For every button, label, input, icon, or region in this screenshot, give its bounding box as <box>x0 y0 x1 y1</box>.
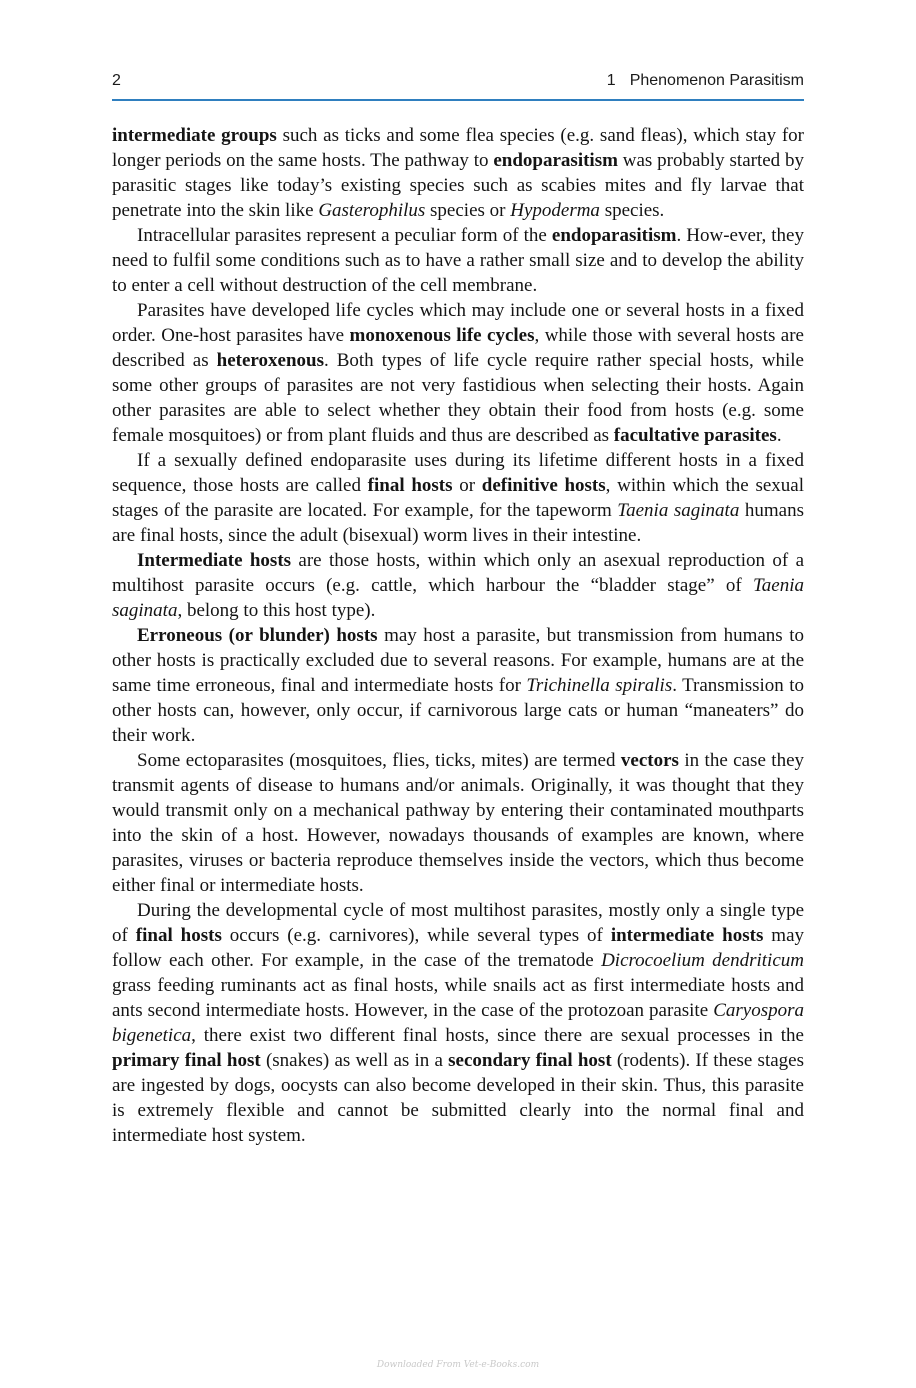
text-run: such as ticks and some flea species (e.g. sand fleas), which stay for longer periods on the same hosts. The pathway to <box>112 125 804 171</box>
bold-term: monoxenous life cycles <box>349 325 535 346</box>
bold-term: endoparasitism <box>493 150 618 171</box>
bold-term: intermediate hosts <box>610 925 764 946</box>
bold-term: facultative parasites <box>613 425 777 446</box>
text-run: . Transmission to other hosts can, however, only occur, if carnivorous large cats or human “maneaters” do their work. <box>112 675 805 746</box>
chapter-title: Phenomenon Parasitism <box>629 72 804 89</box>
bold-term: vectors <box>620 750 679 771</box>
text-run: humans are final hosts, since the adult (bisexual) worm lives in their intestine. <box>112 500 804 546</box>
text-run: , while those with several hosts are described as <box>112 325 804 371</box>
italic-name: Dicrocoelium dendriticum <box>601 950 804 971</box>
italic-name: Trichinella spiralis <box>526 675 673 696</box>
bold-term: intermediate groups <box>112 125 277 146</box>
text-run: was probably started by parasitic stages like today’s existing species such as scabies mites and fly larvae that penetrate into the skin like <box>112 150 804 221</box>
watermark: Downloaded From Vet-e-Books.com <box>376 1360 540 1370</box>
text-run: If a sexually defined endoparasite uses during its lifetime different hosts in a fixed sequence, those hosts are called <box>112 450 804 496</box>
text-run: Intracellular parasites represent a peculiar form of the <box>137 225 552 246</box>
text-run: grass feeding ruminants act as final hosts, while snails act as first intermediate hosts and ants second intermediate hosts. However, in the case of the protozoan parasite <box>112 975 804 1021</box>
text-run: species. <box>599 200 665 221</box>
text-run: in the case they transmit agents of disease to humans and/or animals. Originally, it was thought that they would transmit only on a mechanical pathway by entering their contaminated mouthparts into the skin of a host. However, nowadays thousands of examples are known, where parasites, viruses or bacteria reproduce themselves inside the vectors, which thus become either final or intermediate hosts. <box>112 750 805 896</box>
paragraph <box>112 448 804 548</box>
bold-term: final hosts <box>135 925 222 946</box>
paragraph <box>112 548 804 623</box>
bold-term: final hosts <box>367 475 453 496</box>
text-run: . Both types of life cycle require rather special hosts, while some other groups of parasites are not very fastidious when selecting their hosts. Again other parasites are able to select whether they obtain their food from hosts (e.g. some female mosquitoes) or from plant fluids and thus are described as <box>112 350 804 446</box>
text-run: (snakes) as well as in a <box>260 1050 449 1071</box>
text-run: , belong to this host type). <box>177 600 376 621</box>
paragraph <box>112 748 804 898</box>
paragraph <box>112 623 804 748</box>
bold-term: Erroneous (or blunder) hosts <box>137 625 378 646</box>
text-run: . <box>776 425 782 446</box>
text-run: are those hosts, within which only an asexual reproduction of a multihost parasite occurs (e.g. cattle, which harbour the “bladder stage” of <box>112 550 805 596</box>
text-run: During the developmental cycle of most multihost parasites, mostly only a single type of <box>112 900 804 946</box>
bold-term: Intermediate hosts <box>137 550 292 571</box>
paragraph <box>112 223 804 298</box>
bold-term: heteroxenous <box>216 350 324 371</box>
text-run: Some ectoparasites (mosquitoes, flies, ticks, mites) are termed <box>137 750 621 771</box>
text-run: , within which the sexual stages of the parasite are located. For example, for the tapeworm <box>112 475 804 521</box>
header-rule <box>112 99 804 101</box>
bold-term: definitive hosts <box>481 475 606 496</box>
running-head <box>112 72 804 94</box>
bold-term: endoparasitism <box>551 225 677 246</box>
text-run: , there exist two different final hosts, since there are sexual processes in the <box>191 1025 804 1046</box>
text-run: may host a parasite, but transmission from humans to other hosts is practically excluded due to several reasons. For example, humans are at the same time erroneous, final and intermediate hosts for <box>112 625 804 696</box>
chapter-number: 1 <box>606 72 616 89</box>
italic-name: Caryospora bigenetica <box>112 1000 804 1046</box>
italic-name: Taenia saginata <box>617 500 740 521</box>
text-run: species or <box>425 200 511 221</box>
paragraph <box>112 898 804 1148</box>
italic-name: Taenia saginata <box>112 575 804 621</box>
text-run: or <box>452 475 482 496</box>
body-text <box>112 123 804 1148</box>
italic-name: Gasterophilus <box>318 200 426 221</box>
italic-name: Hypoderma <box>510 200 600 221</box>
text-run: Parasites have developed life cycles which may include one or several hosts in a fixed order. One-host parasites have <box>112 300 804 346</box>
bold-term: primary final host <box>112 1050 261 1071</box>
text-run: may follow each other. For example, in the case of the trematode <box>112 925 805 971</box>
bold-term: secondary final host <box>448 1050 612 1071</box>
text-run: . How-ever, they need to fulfil some conditions such as to have a rather small size and to develop the ability to enter a cell without destruction of the cell membrane. <box>112 225 804 296</box>
text-run: occurs (e.g. carnivores), while several types of <box>221 925 611 946</box>
page-number: 2 <box>112 72 121 89</box>
text-run: (rodents). If these stages are ingested by dogs, oocysts can also become developed in their skin. Thus, this parasite is extremely flexible and cannot be submitted clearly into the normal final and intermediate host system. <box>112 1050 804 1146</box>
chapter-heading <box>607 72 804 90</box>
paragraph <box>112 298 804 448</box>
paragraph <box>112 123 804 223</box>
